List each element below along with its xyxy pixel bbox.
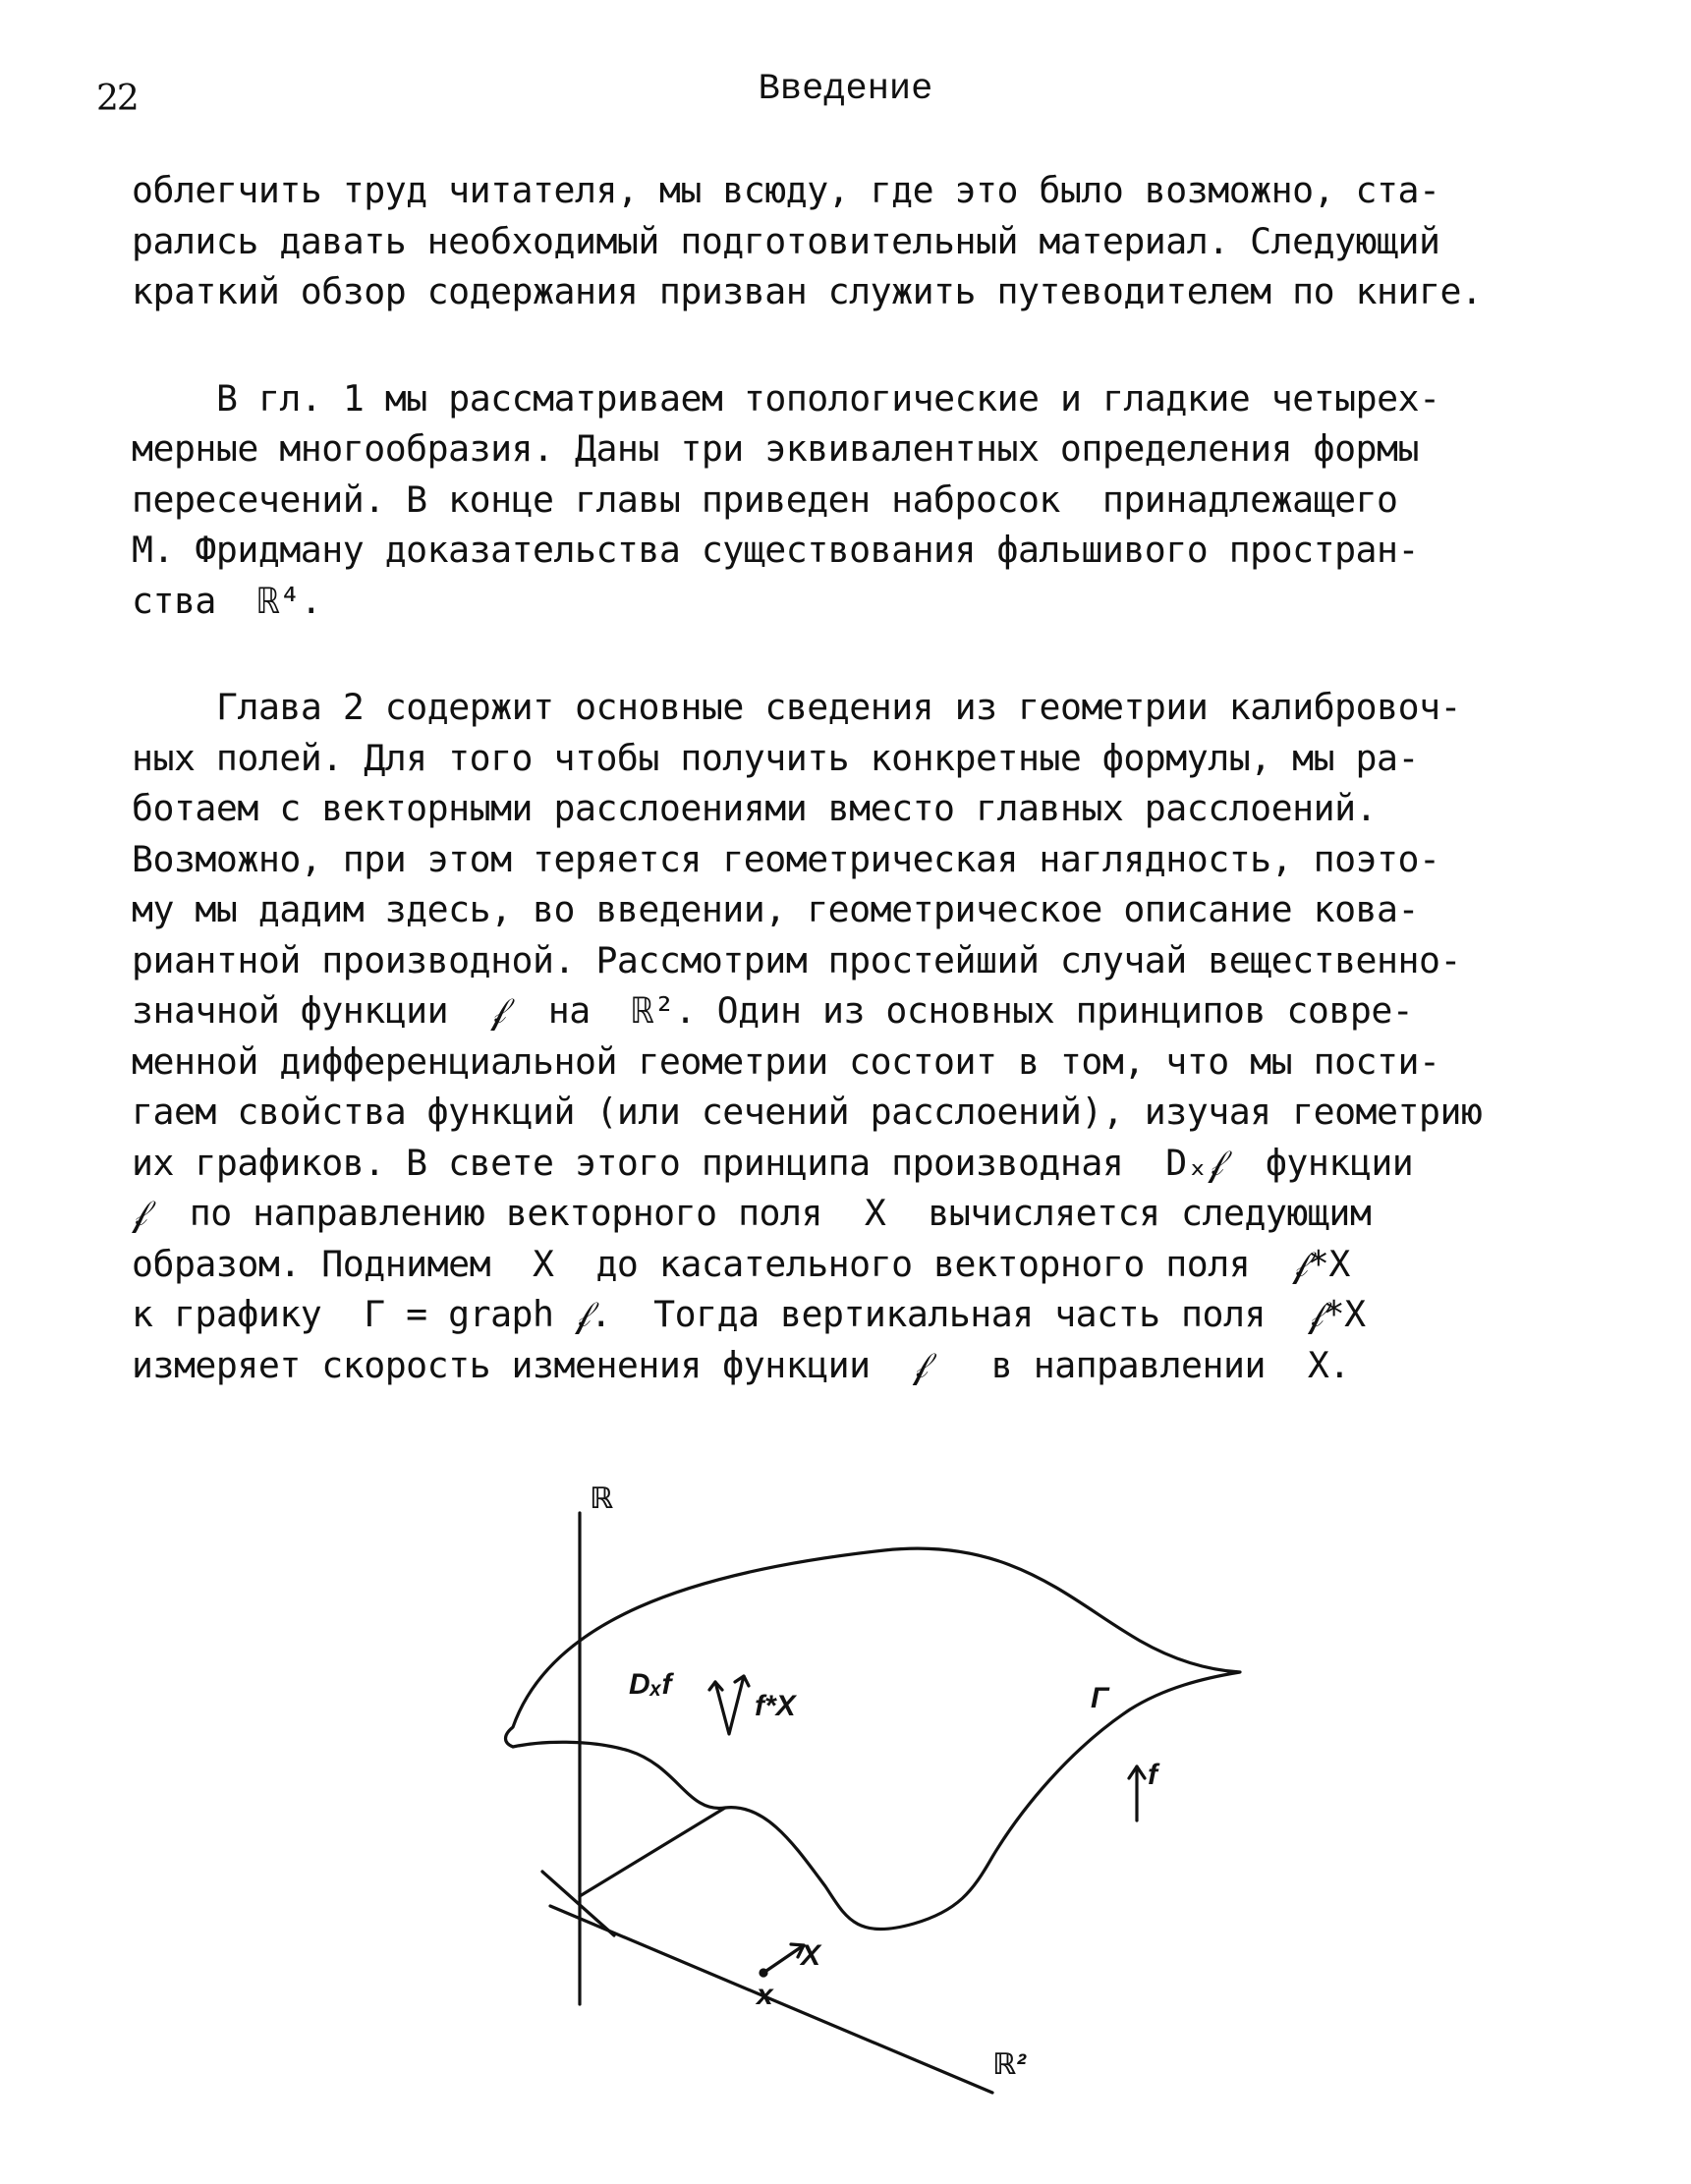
aux-line bbox=[580, 1808, 725, 1896]
text-line: образом. Поднимем X до касательного векторного поля 𝒻*X bbox=[132, 1242, 1350, 1285]
text-line: пересечений. В конце главы приведен набросок принадлежащего bbox=[132, 477, 1398, 521]
body-text bbox=[132, 165, 1606, 1390]
page-number: 22 bbox=[96, 79, 138, 119]
vector-x-label: X bbox=[801, 1939, 821, 1972]
figure-drawing bbox=[0, 1454, 1691, 2142]
gamma-label: Γ bbox=[1091, 1682, 1109, 1714]
text-line: ства ℝ⁴. bbox=[132, 579, 322, 622]
text-line: ных полей. Для того чтобы получить конкретные формулы, мы ра- bbox=[132, 736, 1419, 779]
text-line: М. Фридману доказательства существования фальшивого простран- bbox=[132, 529, 1419, 571]
paragraph-1 bbox=[132, 165, 1606, 317]
text-line: му мы дадим здесь, во введении, геометрическое описание кова- bbox=[132, 888, 1419, 930]
dxf-label: Dₓf bbox=[629, 1668, 672, 1701]
r-axis-label: ℝ bbox=[590, 1483, 614, 1515]
text-line: риантной производной. Рассмотрим простейший случай вещественно- bbox=[132, 938, 1461, 981]
text-line: значной функции 𝒻 на ℝ². Один из основных принципов совре- bbox=[132, 989, 1414, 1032]
r2-axis-label: ℝ² bbox=[992, 2048, 1027, 2081]
running-title: Введение bbox=[758, 69, 933, 110]
text-line: их графиков. В свете этого принципа производная Dₓ𝒻 функции bbox=[132, 1141, 1414, 1184]
paragraph-2 bbox=[132, 373, 1606, 627]
text-line: рались давать необходимый подготовительный материал. Следующий bbox=[132, 219, 1440, 262]
text-line: гаем свойства функций (или сечений расслоений), изучая геометрию bbox=[132, 1091, 1483, 1133]
text-line: Глава 2 содержит основные сведения из геометрии калибровоч- bbox=[216, 686, 1462, 728]
text-line: облегчить труд читателя, мы всюду, где это было возможно, ста- bbox=[132, 169, 1440, 211]
text-line: В гл. 1 мы рассматриваем топологические и гладкие четырех- bbox=[216, 376, 1440, 420]
fstar-x-label: f*X bbox=[755, 1690, 796, 1722]
point-x-label: x bbox=[757, 1979, 773, 2011]
text-line: 𝒻 по направлению векторного поля X вычисляется следующим bbox=[132, 1192, 1372, 1234]
x-vector-line bbox=[763, 1945, 804, 1973]
surface-gamma bbox=[506, 1548, 1241, 1929]
text-line: к графику Γ = graph 𝒻. Тогда вертикальная часть поля 𝒻*X bbox=[132, 1293, 1366, 1335]
text-line: менной дифференциальной геометрии состоит в том, что мы пости- bbox=[132, 1039, 1440, 1083]
text-line: измеряет скорость изменения функции 𝒻 в направлении X. bbox=[132, 1343, 1350, 1386]
x-point bbox=[761, 1970, 766, 1976]
f-lift-label: f bbox=[1148, 1759, 1157, 1791]
text-line: мерные многообразия. Даны три эквивалентных определения формы bbox=[132, 427, 1419, 470]
figure-graph-of-function bbox=[0, 1454, 1691, 2142]
text-line: ботаем с векторными расслоениями вместо главных расслоений. bbox=[132, 787, 1378, 829]
text-line: краткий обзор содержания призван служить путеводителем по книге. bbox=[132, 270, 1483, 312]
text-line: Возможно, при этом теряется геометрическая наглядность, поэто- bbox=[132, 837, 1440, 880]
paragraph-3 bbox=[132, 682, 1606, 1390]
